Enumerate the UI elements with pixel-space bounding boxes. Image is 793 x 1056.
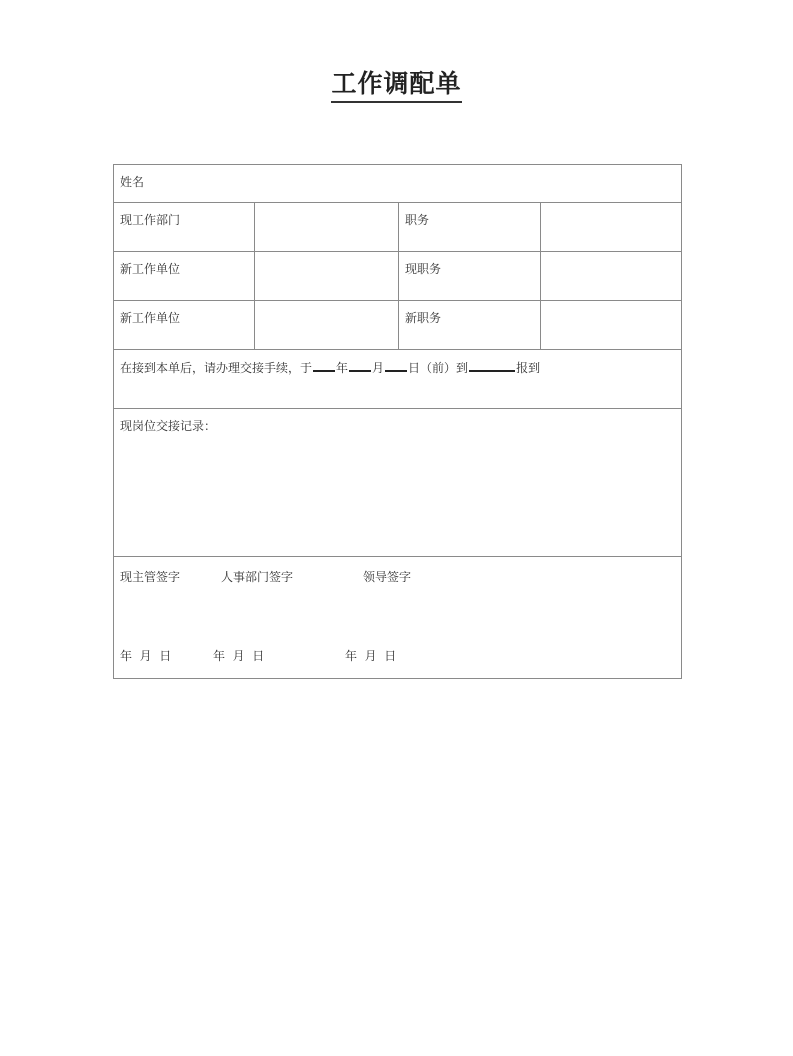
hr-signature-label: 人事部门签字 bbox=[221, 570, 294, 584]
current-position-label: 现职务 bbox=[405, 262, 442, 276]
month-text: 月 bbox=[372, 361, 385, 375]
current-position-input[interactable] bbox=[540, 252, 681, 300]
handover-label: 现岗位交接记录： bbox=[120, 419, 217, 433]
current-position-label-cell bbox=[398, 252, 540, 300]
new-unit-label-2: 新工作单位 bbox=[120, 311, 181, 325]
handover-row bbox=[114, 409, 681, 557]
month-blank[interactable] bbox=[349, 359, 371, 372]
supervisor-signature-label: 现主管签字 bbox=[120, 570, 181, 584]
name-row bbox=[114, 165, 681, 203]
instruction-cell bbox=[114, 350, 681, 408]
day-before-text: 日（前）到 bbox=[408, 361, 469, 375]
document-title-text: 工作调配单 bbox=[331, 67, 461, 103]
report-text: 报到 bbox=[516, 361, 541, 375]
name-cell[interactable] bbox=[114, 165, 681, 202]
supervisor-date[interactable]: 年 月 日 bbox=[120, 649, 172, 663]
new-unit-label-1: 新工作单位 bbox=[120, 262, 181, 276]
new-unit-row-2 bbox=[114, 301, 681, 350]
current-department-label: 现工作部门 bbox=[120, 213, 181, 227]
year-blank[interactable] bbox=[313, 359, 335, 372]
new-position-label-cell bbox=[398, 301, 540, 349]
instruction-row bbox=[114, 350, 681, 409]
position-label: 职务 bbox=[405, 213, 430, 227]
instruction-text: 在接到本单后，请办理交接手续，于 bbox=[120, 361, 313, 375]
day-blank[interactable] bbox=[385, 359, 407, 372]
document-title bbox=[0, 64, 793, 104]
year-text: 年 bbox=[336, 361, 349, 375]
new-unit-row-1 bbox=[114, 252, 681, 301]
destination-blank[interactable] bbox=[469, 359, 515, 372]
position-label-cell bbox=[398, 203, 540, 251]
name-label: 姓名 bbox=[120, 175, 145, 189]
new-unit-input-1[interactable] bbox=[254, 252, 398, 300]
signature-row bbox=[114, 557, 681, 678]
new-unit-label-cell-1 bbox=[114, 252, 254, 300]
leader-signature-label: 领导签字 bbox=[363, 570, 412, 584]
current-department-input[interactable] bbox=[254, 203, 398, 251]
current-department-row bbox=[114, 203, 681, 252]
transfer-form bbox=[113, 164, 682, 679]
position-input[interactable] bbox=[540, 203, 681, 251]
hr-date[interactable]: 年 月 日 bbox=[213, 649, 265, 663]
leader-date[interactable]: 年 月 日 bbox=[345, 649, 397, 663]
handover-cell[interactable] bbox=[114, 409, 681, 556]
current-department-label-cell bbox=[114, 203, 254, 251]
new-position-label: 新职务 bbox=[405, 311, 442, 325]
new-position-input[interactable] bbox=[540, 301, 681, 349]
new-unit-label-cell-2 bbox=[114, 301, 254, 349]
new-unit-input-2[interactable] bbox=[254, 301, 398, 349]
